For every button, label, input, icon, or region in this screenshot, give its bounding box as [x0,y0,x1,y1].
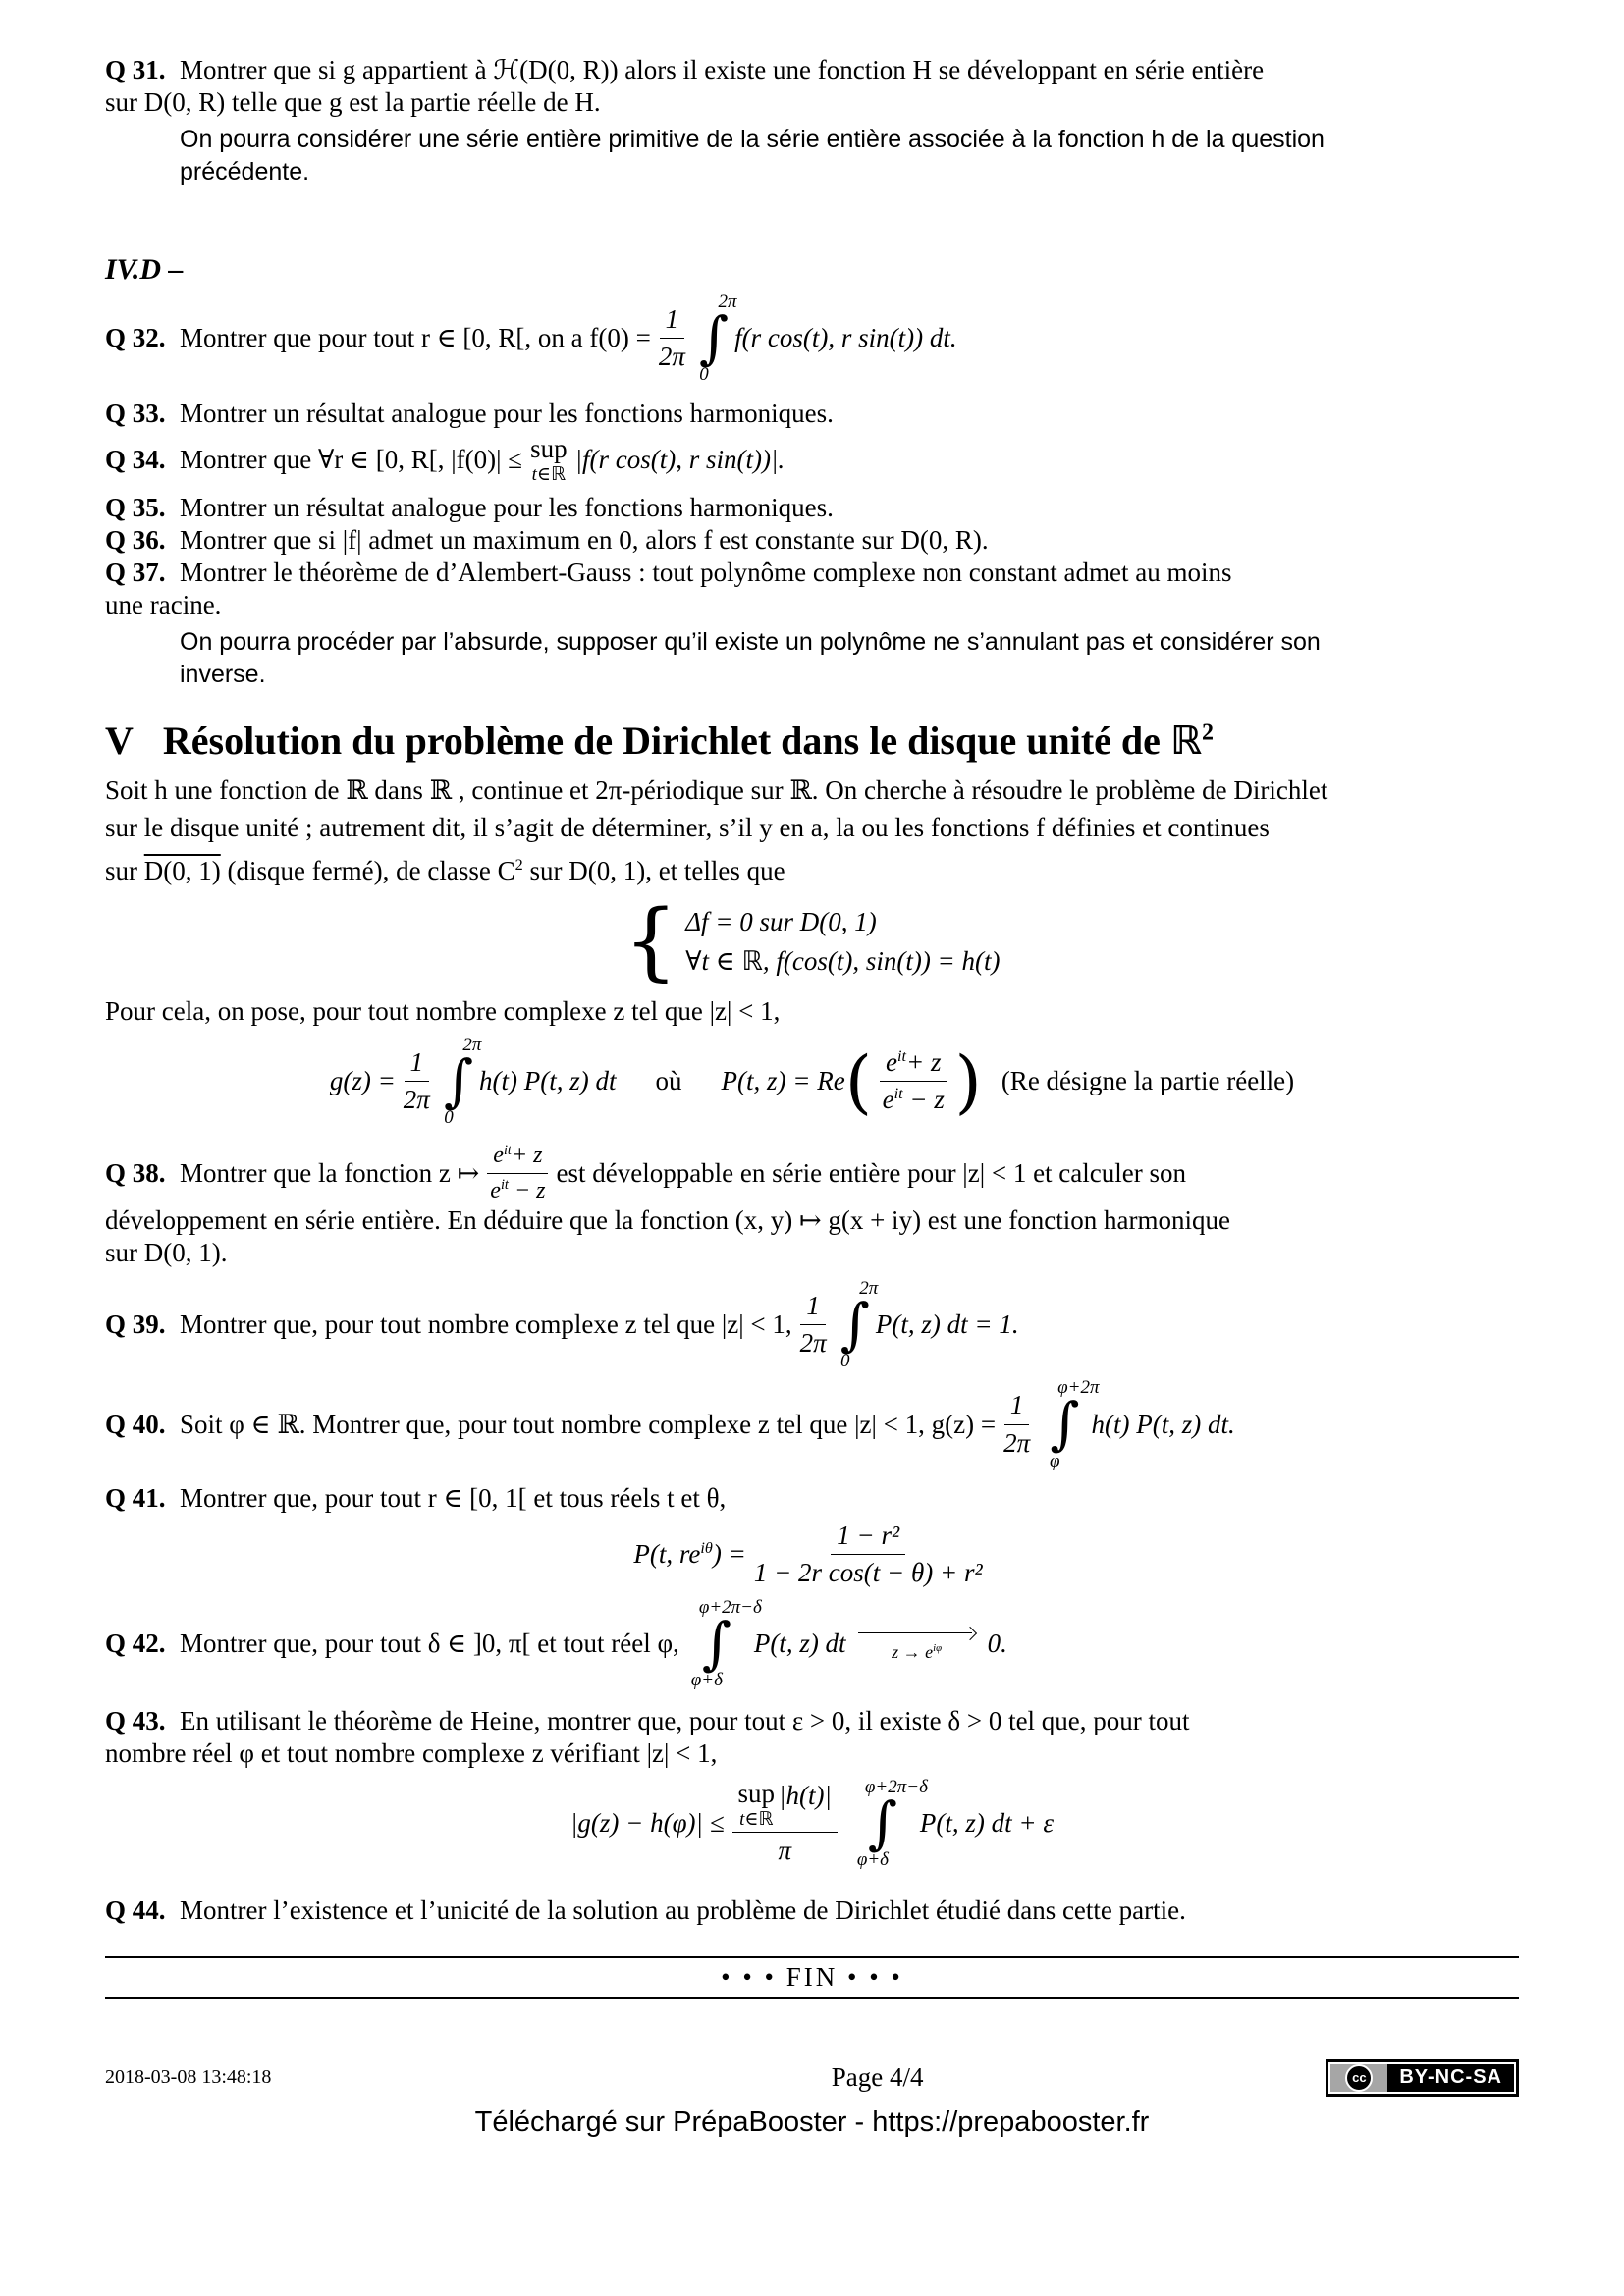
system-brace-icon [623,899,677,984]
question-32-label: Q 32. [105,323,166,353]
integral-lower-limit: φ [1050,1450,1060,1471]
question-42 [105,1598,1519,1689]
section-v-title: Résolution du problème de Dirichlet dans le disque unité de ℝ [162,719,1202,764]
denominator-rest: − z [902,1085,945,1115]
question-44 [105,1895,1519,1927]
fraction-numerator [732,1778,838,1833]
question-43-inequality [105,1778,1519,1869]
integral-sign-icon [1050,1397,1079,1451]
integral [851,1776,928,1870]
numerator-rest: + z [511,1143,543,1169]
question-31-hint [105,124,1519,188]
question-44-label: Q 44. [105,1895,166,1925]
integral-upper-limit: 2π [859,1278,879,1300]
question-41 [105,1482,1519,1515]
fraction [754,1521,983,1588]
cc-logo-panel [1328,2062,1387,2094]
question-40 [105,1378,1519,1469]
integrand: h(t) P(t, z) dt [479,1066,617,1096]
sup-operator [530,436,568,484]
question-43 [105,1705,1519,1737]
fin-text: • • • FIN • • • [721,1961,903,1992]
hint-line: On pourra considérer une série entière primitive de la série entière associée à la fonction h de la question [180,126,1325,153]
system-lines [685,902,1000,981]
intro-line3-mid: (disque fermé), de classe C [220,856,515,886]
integral [840,1278,879,1372]
integrand: P(t, z) dt = 1. [875,1309,1019,1340]
question-31 [105,54,1519,86]
question-40-label: Q 40. [105,1409,166,1439]
fraction-denominator: π [778,1835,791,1865]
cc-license-label: BY-NC-SA [1387,2062,1516,2094]
poisson-kernel-equation [105,1521,1519,1588]
question-41-text: Montrer que, pour tout r ∈ [0, 1[ et tous réels t et θ, [180,1482,727,1513]
fraction-numerator [880,1047,947,1082]
hint-line: précédente. [180,158,310,186]
tends-to-arrow-icon [858,1627,976,1640]
question-35-label: Q 35. [105,493,166,523]
integral [699,292,737,386]
integral-upper-limit: 2π [718,292,737,312]
integral-lower-limit: φ+δ [856,1848,889,1870]
question-34-math: |f(r cos(t), r sin(t))|. [574,445,785,475]
cc-logo-icon: cc [1345,2064,1373,2092]
question-38-text-cont: est développable en série entière pour |z| < 1 et calculer son [556,1158,1186,1189]
exponent: iφ [933,1641,943,1654]
question-39 [105,1279,1519,1370]
question-38-label: Q 38. [105,1158,166,1189]
question-31-text-line1: Montrer que si g appartient à ℋ(D(0, R)) alors il existe une fonction H se développant en série entière [180,55,1265,84]
end-of-document-divider [105,1956,1519,1999]
euler-e: e [493,1143,504,1169]
question-34-text: Montrer que ∀r ∈ [0, R[, |f(0)| ≤ [180,445,523,475]
sup-operator-name: sup [737,1778,776,1808]
integral-sign-icon [840,1298,870,1352]
question-33-text: Montrer un résultat analogue pour les fonctions harmoniques. [180,399,834,429]
integral [444,1035,482,1129]
pour-cela-text: Pour cela, on pose, pour tout nombre complexe z tel que |z| < 1, [105,996,781,1027]
fraction [732,1778,838,1866]
question-31-label: Q 31. [105,55,166,84]
fraction-denominator: 2π [799,1328,827,1359]
exponent: iθ [700,1538,713,1557]
integral-sign-icon [699,311,729,365]
fraction [659,304,685,372]
integral-lower-limit: 0 [699,364,709,386]
fraction-numerator: 1 [405,1047,430,1082]
poisson-kernel-lhs: P(t, z) = Re [721,1066,845,1096]
equation-lhs [633,1539,745,1570]
integral-lower-limit: 0 [840,1351,850,1372]
section-v-number: V [105,719,134,764]
question-37-text-line2: une racine. [105,590,222,620]
question-36 [105,524,1519,557]
question-37-label: Q 37. [105,558,166,588]
footer-page-number: Page 4/4 [831,2062,924,2093]
integral-upper-limit: 2π [462,1035,482,1056]
integral-upper-limit: φ+2π−δ [698,1596,762,1618]
lhs-post: ) = [712,1538,746,1569]
integral [685,1596,762,1690]
section-v-title-superscript: 2 [1201,720,1214,746]
question-34-label: Q 34. [105,445,166,475]
question-35-text: Montrer un résultat analogue pour les fonctions harmoniques. [180,493,834,523]
question-32-text: Montrer que pour tout r ∈ [0, R[, on a f(0) = [180,323,651,353]
exponent: it [893,1085,903,1103]
question-43-label: Q 43. [105,1705,166,1735]
question-44-text: Montrer l’existence et l’unicité de la solution au problème de Dirichlet étudié dans cette partie. [180,1895,1186,1925]
fraction-numerator: 1 [660,304,685,339]
section-v-intro [105,772,1519,889]
integral-sign-icon [868,1796,897,1850]
fraction-denominator: 2π [658,342,685,372]
fraction [800,1291,827,1359]
lhs-pre: P(t, re [633,1538,701,1569]
integral-sign-icon [444,1054,473,1108]
fraction [1003,1390,1030,1458]
page-footer [105,2059,1519,2097]
fraction-denominator: 2π [1003,1427,1031,1458]
ou-connector: où [655,1066,682,1096]
fraction-numerator: 1 − r² [831,1521,905,1555]
limit-arrow [858,1627,976,1661]
fraction-numerator: 1 [800,1291,826,1325]
page-content [105,54,1519,2139]
question-37-text-line1: Montrer le théorème de d’Alembert-Gauss : tout polynôme complexe non constant admet au moins [180,558,1232,588]
question-36-label: Q 36. [105,525,166,556]
gz-definition-equation [105,1036,1519,1127]
closed-disk-notation: D(0, 1) [143,856,221,886]
footer-timestamp: 2018-03-08 13:48:18 [105,2066,272,2089]
fraction-numerator [487,1143,548,1174]
section-v-heading [105,719,1519,764]
hint-line: On pourra procéder par l’absurde, supposer qu’il existe un polynôme ne s’annulant pas et considérer son [180,628,1321,657]
intro-line3 [105,846,1519,889]
question-33-label: Q 33. [105,399,166,429]
hint-line: inverse. [180,661,266,689]
euler-e: e [886,1047,898,1078]
gz-lhs: g(z) = [329,1066,396,1096]
question-37 [105,557,1519,589]
fraction-numerator: 1 [1004,1390,1030,1424]
sup-argument: |h(t)| [779,1780,832,1810]
question-36-text: Montrer que si |f| admet un maximum en 0, alors f est constante sur D(0, R). [180,525,989,556]
sup-operator [737,1778,776,1830]
limit-arrow-subscript [892,1643,942,1661]
exponent: it [897,1047,907,1066]
question-31-text-line2: sur D(0, R) telle que g est la partie réelle de H. [105,87,601,117]
question-42-text: Montrer que, pour tout δ ∈ ]0, π[ et tout réel φ, [180,1628,679,1658]
question-39-label: Q 39. [105,1309,166,1340]
intro-line1: Soit h une fonction de ℝ dans ℝ , continue et 2π-périodique sur ℝ. On cherche à résoudre le problème de Dirichlet [105,775,1328,806]
integrand: f(r cos(t), r sin(t)) dt. [734,323,957,353]
re-note: (Re désigne la partie réelle) [1001,1066,1295,1096]
question-35 [105,492,1519,524]
download-attribution: Téléchargé sur PrépaBooster - https://prepabooster.fr [474,2106,1150,2138]
inequality-lhs: |g(z) − h(φ)| ≤ [569,1807,725,1838]
denominator-rest: − z [508,1177,546,1203]
fraction [880,1047,947,1115]
subsection-ivd-heading: IV.D – [105,253,184,286]
question-33 [105,398,1519,430]
question-34 [105,436,1519,484]
question-43-text-line2: nombre réel φ et tout nombre complexe z vérifiant |z| < 1, [105,1737,718,1768]
integrand: P(t, z) dt [753,1628,846,1658]
question-40-text: Soit φ ∈ ℝ. Montrer que, pour tout nombre complexe z tel que |z| < 1, g(z) = [180,1409,997,1439]
question-38-text-line3: sur D(0, 1). [105,1238,228,1268]
integral-lower-limit: φ+δ [690,1669,723,1690]
sup-operator-subscript: t∈ℝ [531,464,567,486]
integral-sign-icon [702,1617,731,1671]
question-38-text-line2: développement en série entière. En déduire que la fonction (x, y) ↦ g(x + iy) est une fonction harmonique [105,1205,1230,1236]
question-41-label: Q 41. [105,1482,166,1513]
fraction-denominator [490,1174,545,1205]
exponent: it [500,1176,509,1193]
limit-variable: z → e [892,1641,934,1662]
euler-e: e [882,1085,894,1115]
question-32 [105,293,1519,384]
integral-upper-limit: φ+2π [1057,1377,1100,1399]
question-37-hint [105,626,1519,691]
question-43-text-line1: En utilisant le théorème de Heine, montrer que, pour tout ε > 0, il existe δ > 0 tel que, pour tout [180,1705,1190,1735]
fraction [487,1143,548,1204]
fraction-denominator [883,1082,945,1115]
integrand: h(t) P(t, z) dt. [1091,1409,1235,1439]
open-paren-icon [845,1047,872,1116]
system-line1: Δf = 0 sur D(0, 1) [685,907,877,937]
intro-line3-pre: sur [105,856,144,886]
question-38 [105,1143,1519,1204]
question-39-text: Montrer que, pour tout nombre complexe z tel que |z| < 1, [180,1309,792,1340]
fraction [404,1047,430,1115]
integral-lower-limit: 0 [444,1107,454,1129]
intro-line2: sur le disque unité ; autrement dit, il s’agit de déterminer, s’il y en a, la ou les fonctions f définies et continues [105,813,1270,843]
integrand: P(t, z) dt + ε [919,1807,1055,1838]
dirichlet-system-equation [105,899,1519,984]
sup-operator-subscript: t∈ℝ [739,1808,774,1830]
euler-e: e [490,1177,501,1203]
integral-upper-limit: φ+2π−δ [864,1776,928,1797]
intro-line3-superscript: 2 [514,856,523,875]
exponent: it [503,1143,512,1159]
close-paren-icon [955,1047,982,1116]
cc-license-badge [1326,2059,1519,2097]
fraction-denominator: 1 − 2r cos(t − θ) + r² [753,1557,983,1587]
numerator-rest: + z [906,1047,942,1078]
question-42-label: Q 42. [105,1628,166,1658]
fraction-denominator: 2π [403,1085,430,1115]
intro-line3-post: sur D(0, 1), et telles que [522,856,785,886]
question-38-text: Montrer que la fonction z ↦ [180,1158,480,1189]
integral [1044,1377,1100,1471]
limit-value: 0. [987,1628,1007,1658]
sup-operator-name: sup [530,434,568,464]
system-line2: ∀t ∈ ℝ, f(cos(t), sin(t)) = h(t) [685,946,1001,977]
